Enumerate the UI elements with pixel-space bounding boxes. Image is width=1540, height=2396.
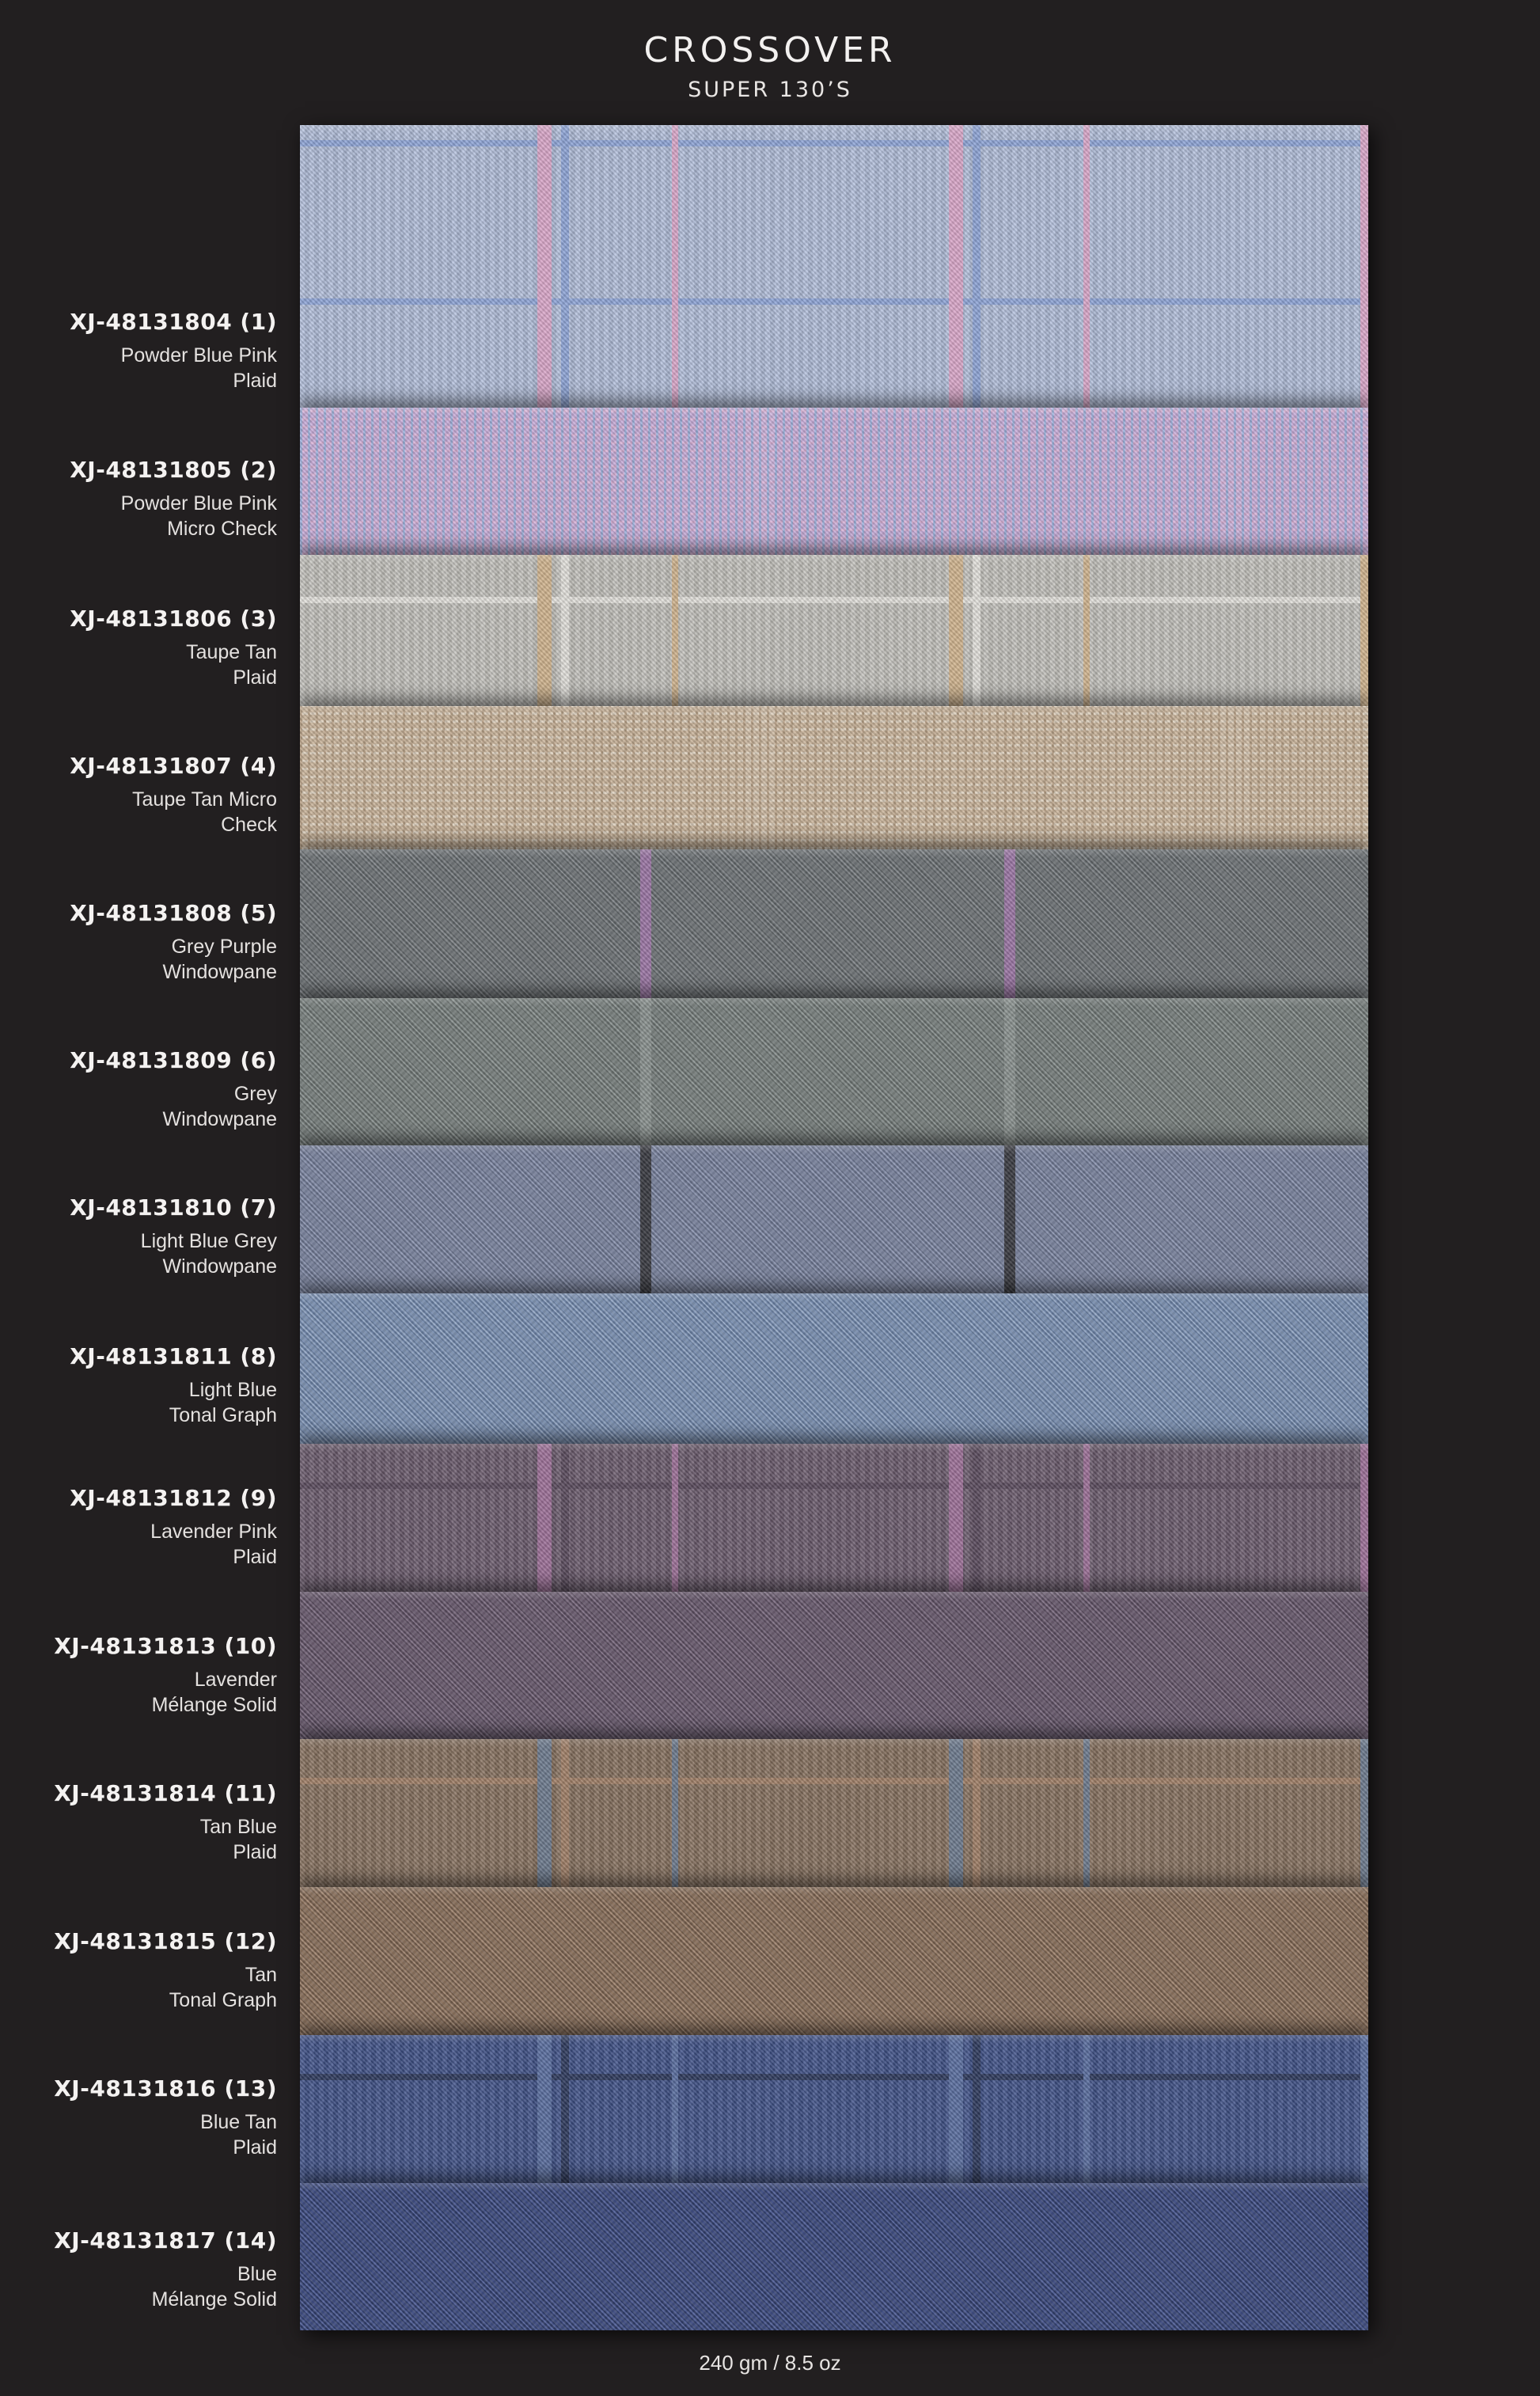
fabric-fold-edge bbox=[300, 408, 1368, 416]
swatch-description-line-1: Powder Blue Pink bbox=[120, 344, 277, 366]
swatch-description-line-2: Windowpane bbox=[162, 961, 277, 983]
fabric-fold-edge bbox=[300, 998, 1368, 1006]
swatch-label bbox=[8, 1485, 277, 1570]
swatch-description-line-2: Mélange Solid bbox=[151, 1694, 277, 1716]
swatch-description bbox=[8, 787, 277, 837]
fabric-texture bbox=[300, 2183, 1368, 2330]
fabric-swatch-stack bbox=[300, 125, 1368, 2330]
fabric-fold-edge bbox=[300, 1739, 1368, 1747]
swatch-description-line-1: Taupe Tan bbox=[186, 641, 277, 663]
fabric-swatch bbox=[300, 849, 1368, 1014]
swatch-description-line-2: Plaid bbox=[233, 1841, 277, 1863]
fabric-swatch bbox=[300, 1592, 1368, 1755]
swatch-description bbox=[8, 934, 277, 985]
swatch-label bbox=[8, 309, 277, 393]
swatch-code: XJ-48131805 (2) bbox=[70, 457, 277, 483]
swatch-code: XJ-48131806 (3) bbox=[70, 606, 277, 632]
fabric-swatch bbox=[300, 555, 1368, 722]
fabric-texture bbox=[300, 706, 1368, 865]
swatch-description-line-2: Tonal Graph bbox=[169, 1989, 277, 2011]
fabric-fold-edge bbox=[300, 849, 1368, 857]
fabric-texture bbox=[300, 2035, 1368, 2199]
swatch-label bbox=[8, 1780, 277, 1865]
swatch-code: XJ-48131814 (11) bbox=[54, 1780, 277, 1806]
swatch-description bbox=[8, 1962, 277, 2013]
swatch-description-line-1: Blue bbox=[237, 2263, 277, 2285]
fabric-texture bbox=[300, 125, 1368, 423]
swatch-description-line-2: Plaid bbox=[233, 666, 277, 689]
fabric-swatch bbox=[300, 2035, 1368, 2199]
swatch-code: XJ-48131815 (12) bbox=[54, 1928, 277, 1954]
swatch-description bbox=[8, 2261, 277, 2312]
swatch-description-line-2: Check bbox=[221, 814, 277, 836]
swatch-label bbox=[8, 457, 277, 541]
fabric-texture bbox=[300, 408, 1368, 571]
swatch-code: XJ-48131813 (10) bbox=[54, 1633, 277, 1659]
swatch-code: XJ-48131804 (1) bbox=[70, 309, 277, 335]
swatch-label bbox=[8, 1194, 277, 1279]
fabric-swatch bbox=[300, 1887, 1368, 2051]
fabric-swatch bbox=[300, 1739, 1368, 1903]
swatch-description-line-1: Tan Blue bbox=[199, 1816, 277, 1838]
swatch-code: XJ-48131808 (5) bbox=[70, 900, 277, 926]
swatch-description-line-2: Windowpane bbox=[162, 1255, 277, 1278]
fabric-texture bbox=[300, 1293, 1368, 1460]
fabric-weight: 240 gm / 8.5 oz bbox=[699, 2351, 841, 2375]
page-title: CROSSOVER bbox=[643, 30, 897, 70]
swatch-description-line-1: Blue Tan bbox=[200, 2111, 277, 2133]
fabric-texture bbox=[300, 1592, 1368, 1755]
fabric-texture bbox=[300, 1739, 1368, 1903]
swatch-description-line-1: Grey Purple bbox=[171, 936, 277, 958]
swatch-description bbox=[8, 640, 277, 690]
swatch-description-line-1: Taupe Tan Micro bbox=[132, 788, 277, 811]
swatch-description bbox=[8, 491, 277, 541]
fabric-swatch bbox=[300, 1444, 1368, 1608]
swatch-label bbox=[8, 1928, 277, 2013]
swatch-label bbox=[8, 606, 277, 690]
fabric-fold-edge bbox=[300, 125, 1368, 133]
swatch-description-line-1: Lavender bbox=[194, 1669, 277, 1691]
fabric-fold-edge bbox=[300, 555, 1368, 563]
fabric-fold-edge bbox=[300, 1592, 1368, 1600]
fabric-swatch bbox=[300, 1293, 1368, 1460]
fabric-swatch bbox=[300, 408, 1368, 571]
fabric-texture bbox=[300, 1887, 1368, 2051]
swatch-description-line-1: Tan bbox=[245, 1964, 277, 1986]
swatch-description bbox=[8, 1519, 277, 1570]
swatch-code: XJ-48131810 (7) bbox=[70, 1194, 277, 1221]
fabric-fold-edge bbox=[300, 2035, 1368, 2043]
fabric-fold-edge bbox=[300, 2183, 1368, 2191]
swatch-code: XJ-48131809 (6) bbox=[70, 1047, 277, 1073]
swatch-label bbox=[8, 900, 277, 985]
swatch-code: XJ-48131817 (14) bbox=[54, 2227, 277, 2254]
swatch-description bbox=[8, 1667, 277, 1718]
fabric-swatch bbox=[300, 1145, 1368, 1309]
swatch-description-line-2: Tonal Graph bbox=[169, 1404, 277, 1426]
swatch-label bbox=[8, 1633, 277, 1718]
swatch-description-line-2: Windowpane bbox=[162, 1108, 277, 1130]
swatch-description-line-2: Mélange Solid bbox=[151, 2288, 277, 2311]
swatch-description-line-1: Lavender Pink bbox=[150, 1521, 277, 1543]
swatch-description-line-1: Light Blue bbox=[188, 1379, 277, 1401]
page-subtitle: SUPER 130’S bbox=[688, 78, 852, 102]
fabric-swatch bbox=[300, 998, 1368, 1161]
swatch-description bbox=[8, 1377, 277, 1428]
fabric-fold-edge bbox=[300, 1293, 1368, 1301]
fabric-texture bbox=[300, 998, 1368, 1161]
swatch-description-line-1: Grey bbox=[233, 1083, 277, 1105]
fabric-swatch bbox=[300, 125, 1368, 423]
fabric-texture bbox=[300, 1444, 1368, 1608]
fabric-fold-edge bbox=[300, 1444, 1368, 1452]
swatch-description bbox=[8, 1228, 277, 1279]
fabric-swatch bbox=[300, 706, 1368, 865]
swatch-description-line-2: Plaid bbox=[233, 2136, 277, 2159]
fabric-fold-edge bbox=[300, 1145, 1368, 1153]
swatch-description bbox=[8, 343, 277, 393]
swatch-description-line-1: Powder Blue Pink bbox=[120, 492, 277, 515]
fabric-texture bbox=[300, 849, 1368, 1014]
swatch-description-line-1: Light Blue Grey bbox=[140, 1230, 277, 1252]
swatch-code: XJ-48131807 (4) bbox=[70, 753, 277, 779]
fabric-texture bbox=[300, 555, 1368, 722]
swatch-code: XJ-48131812 (9) bbox=[70, 1485, 277, 1511]
swatch-code: XJ-48131816 (13) bbox=[54, 2075, 277, 2102]
fabric-texture bbox=[300, 1145, 1368, 1309]
swatch-label bbox=[8, 1047, 277, 1132]
fabric-swatch bbox=[300, 2183, 1368, 2330]
swatch-description-line-2: Micro Check bbox=[167, 518, 277, 540]
swatch-code: XJ-48131811 (8) bbox=[70, 1343, 277, 1369]
fabric-fold-edge bbox=[300, 1887, 1368, 1895]
swatch-description bbox=[8, 1081, 277, 1132]
swatch-label bbox=[8, 1343, 277, 1428]
swatch-description bbox=[8, 2109, 277, 2160]
swatch-description bbox=[8, 1814, 277, 1865]
swatch-label bbox=[8, 753, 277, 837]
swatch-description-line-2: Plaid bbox=[233, 370, 277, 392]
swatch-label bbox=[8, 2227, 277, 2312]
swatch-description-line-2: Plaid bbox=[233, 1546, 277, 1568]
fabric-fold-edge bbox=[300, 706, 1368, 714]
swatch-label bbox=[8, 2075, 277, 2160]
